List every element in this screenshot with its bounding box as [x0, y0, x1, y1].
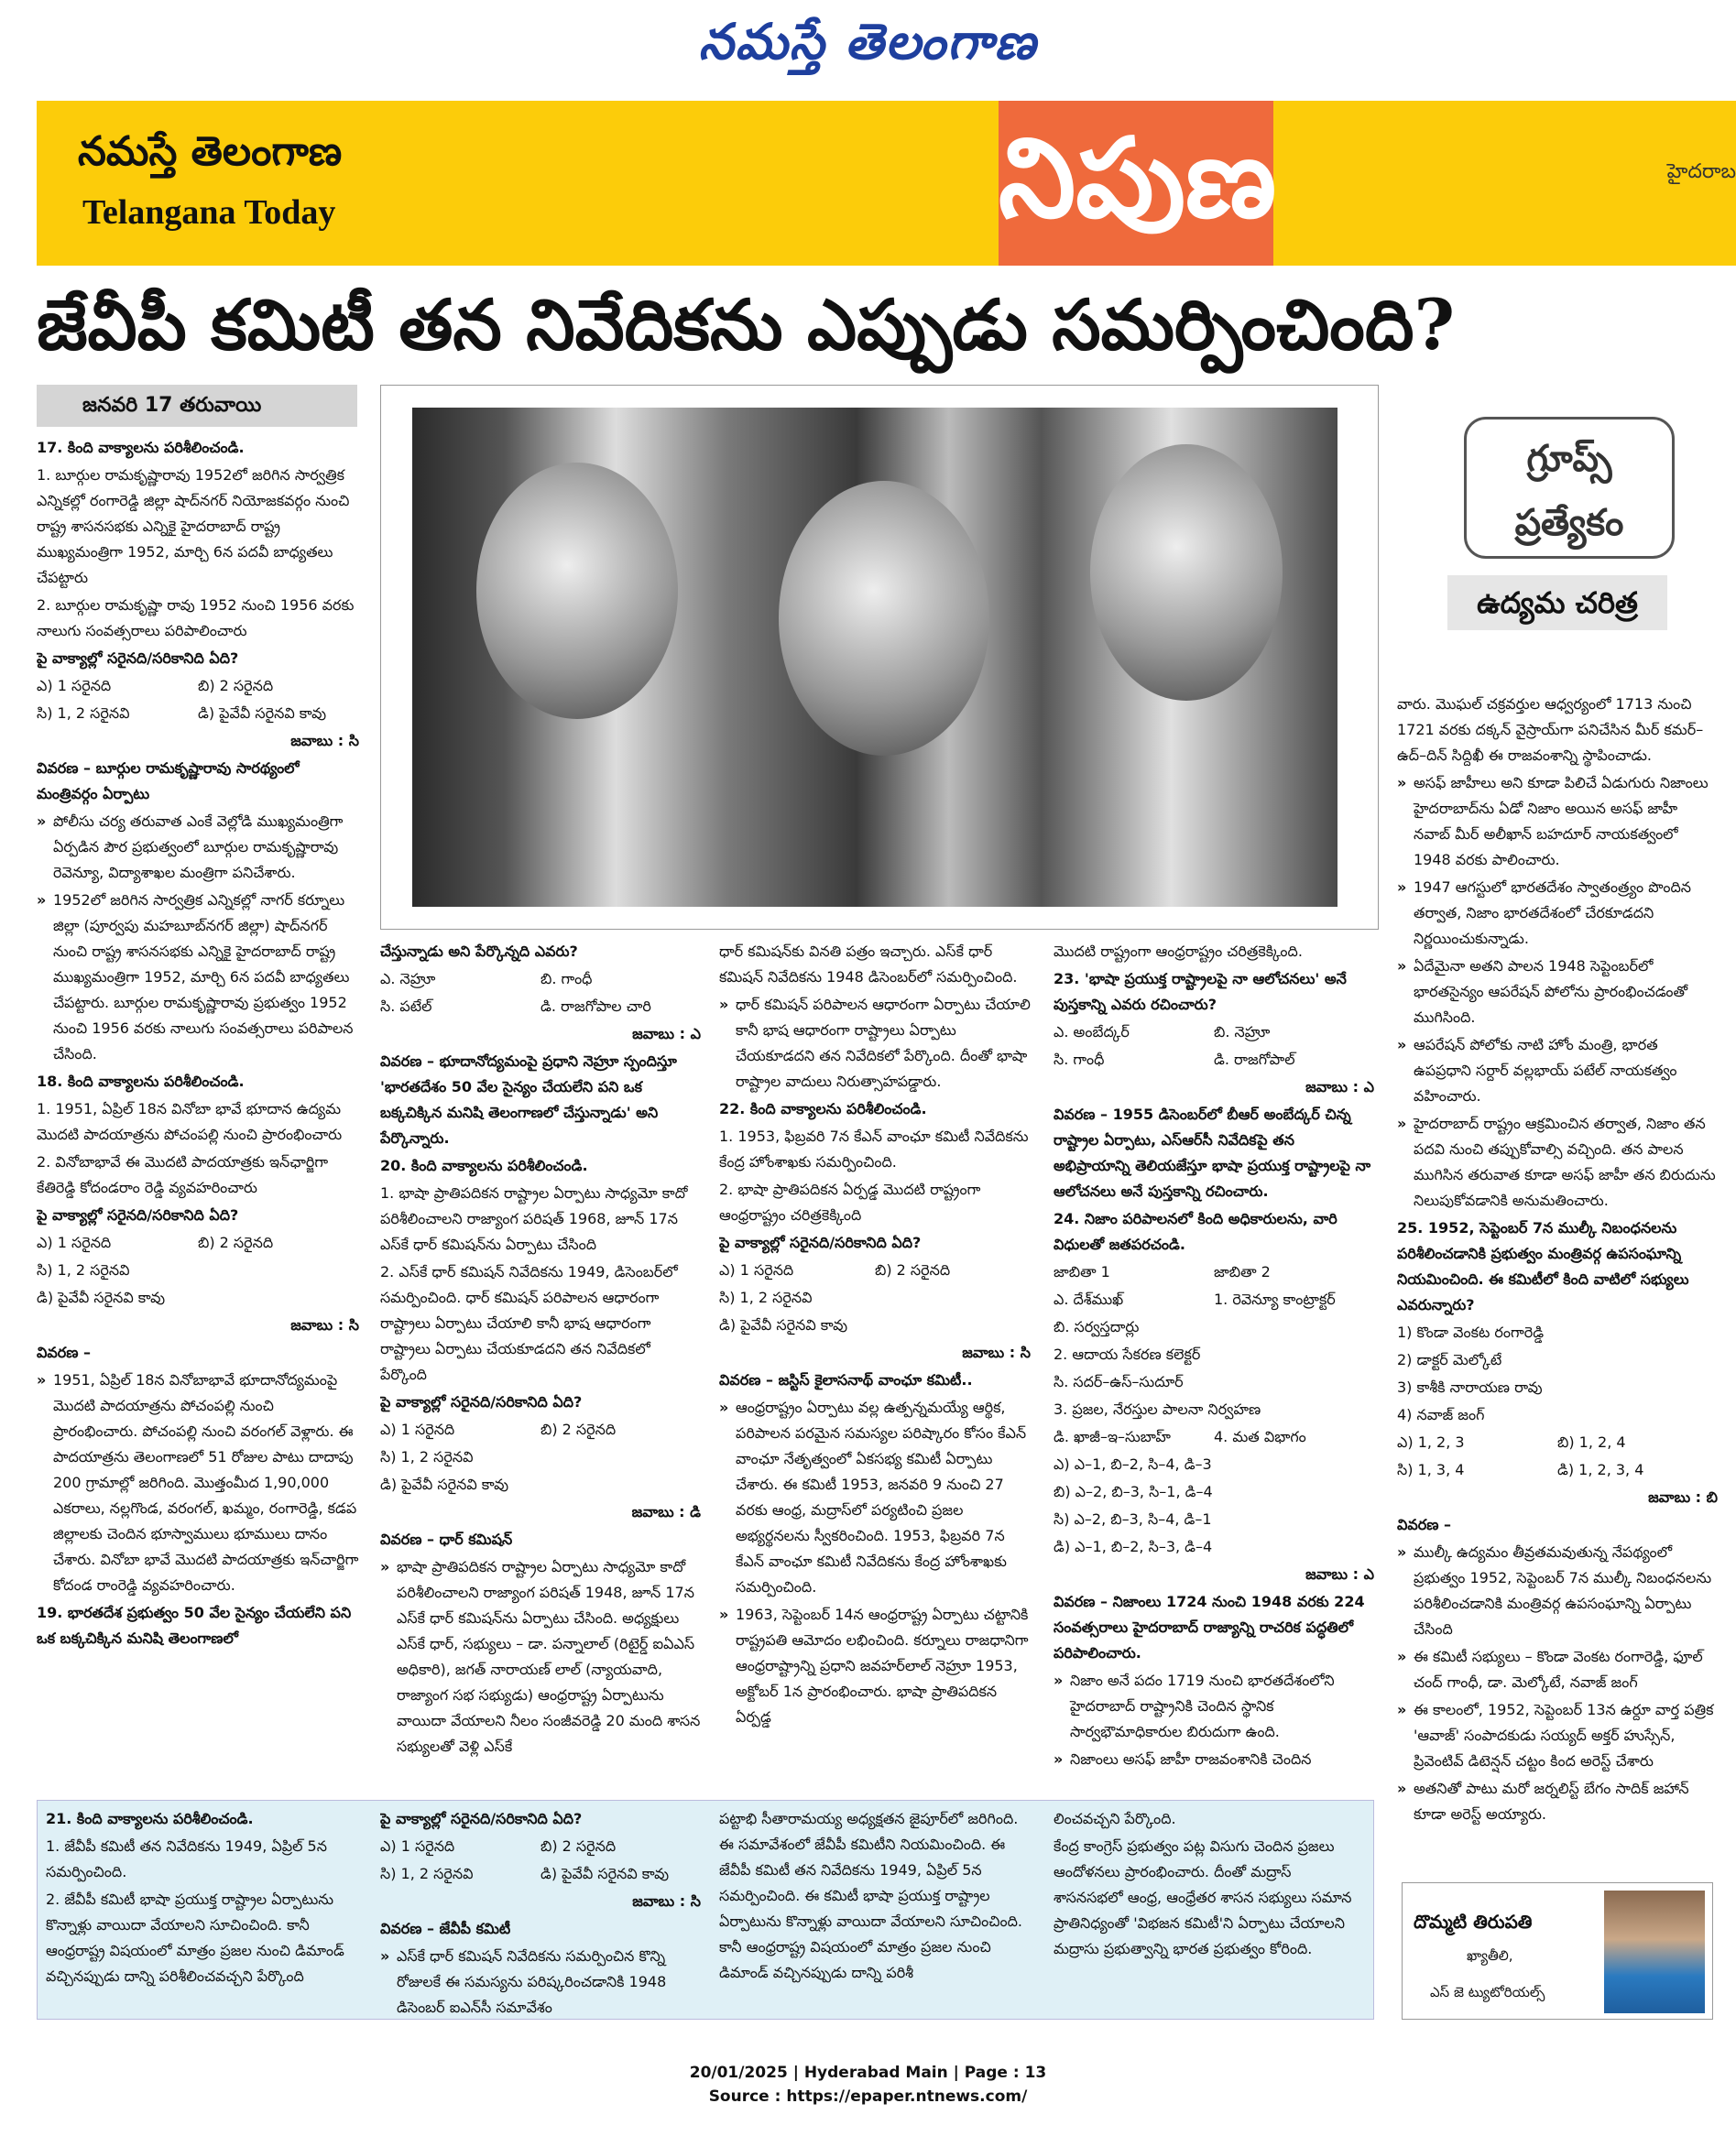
- answer: జవాబు : ఎ: [1305, 1078, 1374, 1095]
- box-column-4: [1054, 1806, 1365, 2015]
- masthead: [0, 0, 1736, 92]
- option: జాబితా 1: [1054, 1263, 1110, 1281]
- option: బి) 2 సరైనది: [540, 1837, 617, 1855]
- answer: జవాబు : ఎ: [1305, 1565, 1374, 1583]
- column-2: [380, 939, 701, 1795]
- option: ఎ. అంబేద్కర్: [1054, 1023, 1130, 1041]
- option-row: [37, 673, 359, 699]
- paragraph: 1. 1953, ఫిబ్రవరి 7న కేఎన్ వాంఛూ కమిటీ నివేదికను కేంద్ర హోంశాఖకు సమర్పించింది.: [719, 1128, 1029, 1171]
- bullet-point: » 1947 ఆగస్టులో భారతదేశం స్వాతంత్ర్యం పొందిన తర్వాత, నిజాం భారతదేశంలో చేరకూడదని నిర్ణయించుకున్నాడు.: [1397, 875, 1718, 952]
- option: ఎ) 1, 2, 3: [1397, 1433, 1465, 1451]
- paragraph: లించవచ్చని పేర్కొంది.: [1054, 1810, 1176, 1827]
- bullet-point: » పోలీసు చర్య తరువాత ఎంకే వెల్లోడి ముఖ్యమంత్రిగా ఏర్పడిన పౌర ప్రభుత్వంలో బూర్గుల రామకృష్ణారావు రెవెన్యూ, విద్యాశాఖల మంత్రిగా పనిచేశారు.: [37, 809, 359, 886]
- paragraph: సి) 1, 2 సరైనవి: [37, 1261, 130, 1279]
- option-row: [1054, 1424, 1374, 1450]
- badge-line2: ప్రత్యేకం: [1514, 501, 1624, 544]
- paragraph: 1. బూర్గుల రామకృష్ణారావు 1952లో జరిగిన సార్వత్రిక ఎన్నికల్లో రంగారెడ్డి జిల్లా షాద్‌నగర్ నియోజకవర్గం నుంచి రాష్ట్ర శాసనసభకు ఎన్నికై హైదరాబాద్ రాష్ట్ర ముఖ్యమంత్రిగా 1952, మార్చి 6న పదవీ బాధ్యతలు చేపట్టారు: [37, 466, 350, 586]
- bullet-point: » ధార్ కమిషన్ పరిపాలన ఆధారంగా ఏర్పాటు చేయాలి కానీ భాష ఆధారంగా రాష్ట్రాలు ఏర్పాటు చేయకూడదని తన నివేదికలో పేర్కొంది. దీంతో భాషా రాష్ట్రాల వాదులు నిరుత్సాహపడ్డారు.: [719, 992, 1031, 1095]
- section-banner: [37, 101, 1736, 266]
- bullet-point: » భాషా ప్రాతిపదికన రాష్ట్రాల ఏర్పాటు సాధ్యమో కాదో పరిశీలించాలని రాజ్యాంగ పరిషత్ 1948, జూన్ 17న ఎస్‌కే ధార్ కమిషన్‌ను ఏర్పాటు చేసింది. అధ్యక్షులు ఎస్‌కే ధార్, సభ్యులు – డా. పన్నాలాల్ (రిటైర్డ్ ఐఏఎస్ అధికారి), జగత్ నారాయణ్ లాల్ (న్యాయవాది, రాజ్యాంగ సభ సభ్యుడు) ఆంధ్రరాష్ట్ర ఏర్పాటును వాయిదా వేయాలని నీలం సంజీవరెడ్డి 20 మంది శాసన సభ్యులతో వెళ్లి ఎస్‌కే: [380, 1554, 701, 1760]
- answer: జవాబు : సి: [290, 1316, 359, 1334]
- option-row: [1054, 1287, 1374, 1313]
- option-row: [1054, 1259, 1374, 1285]
- column-3: [719, 939, 1031, 1795]
- paragraph: 2. భాషా ప్రాతిపదికన ఏర్పడ్డ మొదటి రాష్ట్రంగా ఆంధ్రరాష్ట్రం చరిత్రకెక్కింది: [719, 1181, 981, 1224]
- question: పై వాక్యాల్లో సరైనది/సరికానిది ఏది?: [719, 1234, 922, 1251]
- option: ఎ) 1 సరైనది: [380, 1421, 455, 1438]
- option-row: [380, 1861, 701, 1887]
- explanation-head: వివరణ – జస్టిస్ కైలాసనాథ్ వాంఛూ కమిటీ..: [719, 1371, 973, 1389]
- paragraph: 4) నవాజ్ జంగ్: [1397, 1406, 1485, 1423]
- option: ఎ) 1 సరైనది: [37, 677, 112, 694]
- paragraph: పట్టాభి సీతారామయ్య అధ్యక్షతన జైపూర్‌లో జరిగింది. ఈ సమావేశంలో జేవీపీ కమిటీని నియమించింది. ఈ జేవీపీ కమిటీ తన నివేదికను 1949, ఏప్రిల్ 5న సమర్పించింది. ఈ కమిటీ భాషా ప్రయుక్త రాష్ట్రాల ఏర్పాటును కొన్నాళ్లు వాయిదా వేయాలని సూచించింది. కానీ ఆంధ్రరాష్ట్ర విషయంలో మాత్రం ప్రజల నుంచి డిమాండ్ వచ్చినప్పుడు దాన్ని పరిశీ: [719, 1810, 1023, 1981]
- author-org: ఎస్ జె ట్యుటోరియల్స్: [1430, 1984, 1545, 2000]
- option: డి) పైవేవీ సరైనవి కావు: [198, 704, 327, 722]
- bullet-point: » ఈ కమిటీ సభ్యులు – కొండా వెంకట రంగారెడ్డి, ఫూల్ చంద్ గాంధీ, డా. మెల్కోటే, నవాజ్ జంగ్: [1397, 1644, 1718, 1695]
- paragraph: 1. 1951, ఏప్రిల్ 18న వినోబా భావే భూదాన ఉద్యమ మొదటి పాదయాత్రను పోచంపల్లి నుంచి ప్రారంభించారు: [37, 1100, 343, 1143]
- question: 20. కింది వాక్యాలను పరిశీలించండి.: [380, 1157, 588, 1174]
- question: 17. కింది వాక్యాలను పరిశీలించండి.: [37, 439, 245, 456]
- question: పై వాక్యాల్లో సరైనది/సరికానిది ఏది?: [380, 1393, 583, 1411]
- answer: జవాబు : డి: [631, 1503, 701, 1520]
- option: బి) 2 సరైనది: [875, 1261, 951, 1279]
- author-photo: [1604, 1891, 1705, 2013]
- option: ఎ. నెహ్రూ: [380, 970, 436, 987]
- answer: జవాబు : సి: [632, 1892, 701, 1910]
- paragraph: ఎ) ఎ–1, బి–2, సి–4, డి–3: [1054, 1455, 1212, 1473]
- option-row: [1397, 1457, 1718, 1483]
- paragraph: 3. ప్రజల, నేరస్తుల పాలనా నిర్వహణ: [1054, 1400, 1261, 1418]
- column-5: [1397, 692, 1718, 1882]
- paragraph: డి) పైవేవీ సరైనవి కావు: [380, 1476, 509, 1493]
- question: 18. కింది వాక్యాలను పరిశీలించండి.: [37, 1073, 245, 1090]
- paragraph: డి) ఎ–1, బి–2, సి–3, డి–4: [1054, 1538, 1213, 1555]
- author-location: ఖ్యాతీలి,: [1467, 1947, 1513, 1964]
- explanation-head: వివరణ – బూర్గుల రామకృష్ణారావు సారథ్యంలో మంత్రివర్గం ఏర్పాటు: [37, 759, 300, 802]
- option: 1. రెవెన్యూ కాంట్రాక్టర్: [1214, 1291, 1336, 1308]
- bullet-point: » 1952లో జరిగిన సార్వత్రిక ఎన్నికల్లో నాగర్ కర్నూలు జిల్లా (పూర్వపు మహబూబ్‌నగర్ జిల్లా) షాద్‌నగర్ నుంచి రాష్ట్ర శాసనసభకు ఎన్నికై హైదరాబాద్ రాష్ట్ర ముఖ్యమంత్రిగా 1952, మార్చి 6న పదవీ బాధ్యతలు చేపట్టారు. బూర్గుల రామకృష్ణారావు ప్రభుత్వం 1952 నుంచి 1956 వరకు నాలుగు సంవత్సరాలు పరిపాలన చేసింది.: [37, 888, 359, 1067]
- option: 4. మత విభాగం: [1214, 1428, 1306, 1445]
- paragraph: 2) డాక్టర్ మెల్కోటే: [1397, 1351, 1502, 1368]
- page-footer: [0, 2061, 1736, 2109]
- logo-english: Telangana Today: [82, 193, 336, 232]
- bullet-point: » ఆపరేషన్ పోలోకు నాటి హోం మంత్రి, భారత ఉపప్రధాని సర్దార్ వల్లభాయ్ పటేల్ నాయకత్వం వహించారు.: [1397, 1032, 1718, 1109]
- option: డి. రాజగోపాల్: [1214, 1051, 1295, 1068]
- paragraph: బి) ఎ–2, బి–3, సి–1, డి–4: [1054, 1483, 1213, 1500]
- bullet-point: » అసఫ్ జాహీలు అని కూడా పిలిచే ఏడుగురు నిజాంలు హైదరాబాద్‌ను ఏడో నిజాం అయిన అసఫ్ జాహీ నవాబ్ మీర్ అలీఖాన్ బహదూర్ నాయకత్వంలో 1948 వరకు పాలించారు.: [1397, 770, 1718, 873]
- paragraph: 2. ఆదాయ సేకరణ కలెక్టర్: [1054, 1346, 1201, 1363]
- option: బి) 2 సరైనది: [540, 1421, 617, 1438]
- explanation-head: వివరణ – జేవీపీ కమిటీ: [380, 1920, 511, 1937]
- paragraph: 2. ఎస్‌కే ధార్ కమిషన్ నివేదికను 1949, డిసెంబర్‌లో సమర్పించింది. ధార్ కమిషన్ పరిపాలన ఆధారంగా రాష్ట్రాలు ఏర్పాటు చేయాలి కానీ భాష ఆధారంగా రాష్ట్రాలు ఏర్పాటు చేయకూడదని తన నివేదికలో పేర్కొంది: [380, 1263, 678, 1383]
- question: 25. 1952, సెప్టెంబర్ 7న ముల్కీ నిబంధనలను పరిశీలించడానికి ప్రభుత్వం మంత్రివర్గ ఉపసంఘాన్ని నియమించింది. ఈ కమిటీలో కింది వాటిలో సభ్యులు ఎవరున్నారు?: [1397, 1219, 1689, 1313]
- paragraph: 3) కాశీకి నారాయణ రావు: [1397, 1379, 1543, 1396]
- option: సి. గాంధీ: [1054, 1051, 1105, 1068]
- continuation-tag: జనవరి 17 తరువాయి: [37, 385, 357, 427]
- paragraph: డి) పైవేవీ సరైనవి కావు: [37, 1289, 166, 1306]
- bullet-point: » ముల్కీ ఉద్యమం తీవ్రతమవుతున్న నేపథ్యంలో ప్రభుత్వం 1952, సెప్టెంబర్ 7న ముల్కీ నిబంధనలను పరిశీలించడానికి మంత్రివర్గ ఉపసంఘాన్ని ఏర్పాటు చేసింది: [1397, 1540, 1718, 1642]
- option: బి) 2 సరైనది: [198, 1234, 274, 1251]
- paragraph: సి) ఎ–2, బి–3, సి–4, డి–1: [1054, 1510, 1212, 1528]
- question: 24. నిజాం పరిపాలనలో కింది అధికారులను, వారి విధులతో జతపరచండి.: [1054, 1210, 1337, 1253]
- answer: జవాబు : సి: [962, 1344, 1031, 1361]
- explanation-head: వివరణ – భూదానోద్యమంపై ప్రధాని నెహ్రూ స్పందిస్తూ 'భారతదేశం 50 వేల సైన్యం చేయలేని పని ఒక బక్కచిక్కిన మనిషి తెలంగాణలో చేస్తున్నాడు' అని పేర్కొన్నారు.: [380, 1052, 677, 1147]
- option-row: [1054, 1047, 1374, 1073]
- option-row: [380, 1834, 701, 1859]
- bullet-point: » ఎస్‌కే ధార్ కమిషన్ నివేదికను సమర్పించిన కొన్ని రోజులకే ఈ సమస్యను పరిష్కరించడానికి 1948 డిసెంబర్ ఐఎన్‌సీ సమావేశం: [380, 1944, 701, 2015]
- answer: జవాబు : ఎ: [632, 1025, 701, 1042]
- bullet-point: » అతనితో పాటు మరో జర్నలిస్ట్ బేగం సాదిక్ జహాన్ కూడా అరెస్ట్ అయ్యారు.: [1397, 1776, 1718, 1827]
- option: ఎ) 1 సరైనది: [380, 1837, 455, 1855]
- explanation-head: వివరణ – ధార్ కమిషన్: [380, 1531, 513, 1548]
- explanation-head: వివరణ –: [37, 1344, 92, 1361]
- question: 23. 'భాషా ప్రయుక్త రాష్ట్రాలపై నా ఆలోచనలు' అనే పుస్తకాన్ని ఎవరు రచించారు?: [1054, 970, 1347, 1013]
- question: 22. కింది వాక్యాలను పరిశీలించండి.: [719, 1100, 927, 1117]
- column-4: [1054, 939, 1374, 1795]
- option-row: [380, 1417, 701, 1443]
- bullet-point: » ఈ కాలంలో, 1952, సెప్టెంబర్ 13న ఉర్దూ వార్త పత్రిక 'ఆవాజ్' సంపాదకుడు సయ్యద్ అక్తర్ హుస్సేన్, ప్రివెంటివ్ డిటెన్షన్ చట్టం కింద అరెస్ట్ చేశారు: [1397, 1697, 1718, 1774]
- option: డి) పైవేవీ సరైనవి కావు: [540, 1865, 670, 1882]
- option: సి) 1, 3, 4: [1397, 1461, 1465, 1478]
- option: డి. రాజగోపాల చారి: [540, 997, 651, 1015]
- option: బి. గాంధీ: [540, 970, 593, 987]
- paragraph: 2. బూర్గుల రామకృష్ణా రావు 1952 నుంచి 1956 వరకు నాలుగు సంవత్సరాలు పరిపాలించారు: [37, 596, 355, 639]
- bullet-point: » 1951, ఏప్రిల్ 18న వినోబాభావే భూదానోద్యమంపై మొదటి పాదయాత్రను పోచంపల్లి నుంచి ప్రారంభించారు. పోచంపల్లి నుంచి వరంగల్ వెళ్లారు. ఈ పాదయాత్రను తెలంగాణలో 51 రోజుల పాటు దాదాపు 200 గ్రామాల్లో జరిగింది. మొత్తంమీద 1,90,000 ఎకరాలు, నల్లగొండ, వరంగల్, ఖమ్మం, రంగారెడ్డి, కడప జిల్లాలకు చెందిన భూస్వాములు భూములు దానం చేశారు. వినోబా భావే మొదటి పాదయాత్రకు ఇన్‌చార్జిగా కోదండ రాంరెడ్డి వ్యవహరించారు.: [37, 1368, 359, 1598]
- paragraph: 2. వినోబాభావే ఈ మొదటి పాదయాత్రకు ఇన్‌ఛార్జిగా కేతిరెడ్డి కోదండరాం రెడ్డి వ్యవహరించారు: [37, 1153, 329, 1196]
- option-row: [380, 994, 701, 1019]
- bullet-point: » నిజాం అనే పదం 1719 నుంచి భారతదేశంలోని హైదరాబాద్ రాష్ట్రానికి చెందిన స్థానిక సార్వభౌమాధికారుల బిరుదుగా ఉంది.: [1054, 1668, 1374, 1745]
- paragraph: డి) పైవేవీ సరైనవి కావు: [719, 1316, 848, 1334]
- groups-special-badge: [1464, 417, 1675, 559]
- paragraph: కేంద్ర కాంగ్రెస్ ప్రభుత్వం పట్ల విసుగు చెందిన ప్రజలు ఆందోళనలు ప్రారంభించారు. దీంతో మద్రాస్ శాసనసభలో ఆంధ్ర, ఆంధ్రేతర శాసన సభ్యులు సమాన ప్రాతినిధ్యంతో 'విభజన కమిటీ'ని ఏర్పాటు చేయాలని మద్రాసు ప్రభుత్వాన్ని భారత ప్రభుత్వం కోరింది.: [1054, 1837, 1352, 1957]
- option: జాబితా 2: [1214, 1263, 1271, 1281]
- option-row: [37, 701, 359, 726]
- paragraph: సి) 1, 2 సరైనవి: [719, 1289, 813, 1306]
- option: బి) 1, 2, 4: [1557, 1433, 1626, 1451]
- option: సి. పటేల్: [380, 997, 432, 1015]
- question: పై వాక్యాల్లో సరైనది/సరికానిది ఏది?: [380, 1810, 583, 1827]
- bullet-point: » నిజాంలు అసఫ్ జాహీ రాజవంశానికి చెందిన: [1054, 1747, 1374, 1772]
- option-row: [1397, 1430, 1718, 1455]
- headline: జేవీపీ కమిటీ తన నివేదికను ఎప్పుడు సమర్పించింది?: [37, 284, 1456, 365]
- badge-line1: గ్రూప్స్: [1526, 437, 1612, 480]
- bullet-point: » ఆంధ్రరాష్ట్రం ఏర్పాటు వల్ల ఉత్పన్నమయ్యే ఆర్థిక, పరిపాలన పరమైన సమస్యల పరిష్కారం కోసం కేఎన్ వాంఛూ నేతృత్వంలో ఏకసభ్య కమిటీ ఏర్పాటు చేశారు. ఈ కమిటీ 1953, జనవరి 9 నుంచి 27 వరకు ఆంధ్ర, మద్రాస్‌లో పర్యటించి ప్రజల అభ్యర్థనలను స్వీకరించింది. 1953, ఫిబ్రవరి 7న కేఎన్ వాంఛూ కమిటీ నివేదికను కేంద్ర హోంశాఖకు సమర్పించింది.: [719, 1395, 1031, 1600]
- paragraph: 1. జేవీపీ కమిటీ తన నివేదికను 1949, ఏప్రిల్ 5న సమర్పించింది.: [46, 1837, 327, 1880]
- paragraph: 1. భాషా ప్రాతిపదికన రాష్ట్రాల ఏర్పాటు సాధ్యమో కాదో పరిశీలించాలని రాజ్యాంగ పరిషత్ 1968, జూన్ 17న ఎస్‌కే ధార్ కమిషన్‌ను ఏర్పాటు చేసింది: [380, 1184, 688, 1253]
- option: ఎ) 1 సరైనది: [37, 1234, 112, 1251]
- masthead-brand: నమస్తే తెలంగాణ: [698, 12, 1038, 71]
- logo-telugu: నమస్తే తెలంగాణ: [78, 128, 343, 175]
- question: పై వాక్యాల్లో సరైనది/సరికానిది ఏది?: [37, 1206, 239, 1224]
- leaders-photo: [412, 408, 1337, 907]
- footer-source[interactable]: Source : https://epaper.ntnews.com/: [708, 2087, 1028, 2106]
- option: డి. ఖాజీ–ఇ–సుబాహ్: [1054, 1428, 1171, 1445]
- paragraph: బి. సర్వస్తదార్లు: [1054, 1318, 1140, 1335]
- option: బి) 2 సరైనది: [198, 677, 274, 694]
- paragraph: 1) కొండా వెంకట రంగారెడ్డి: [1397, 1324, 1545, 1341]
- answer: జవాబు : బి: [1648, 1488, 1718, 1506]
- option: డి) 1, 2, 3, 4: [1557, 1461, 1644, 1478]
- option: ఎ) 1 సరైనది: [719, 1261, 794, 1279]
- option-row: [380, 966, 701, 992]
- box-column-1: [46, 1806, 362, 2015]
- option: సి) 1, 2 సరైనవి: [37, 704, 130, 722]
- option: ఎ. దేశ్‌ముఖ్: [1054, 1291, 1124, 1308]
- question: పై వాక్యాల్లో సరైనది/సరికానిది ఏది?: [37, 649, 239, 667]
- explanation-head: వివరణ – 1955 డిసెంబర్‌లో బీఆర్ అంబేద్కర్ చిన్న రాష్ట్రాల ఏర్పాటు, ఎస్ఆర్‌సీ నివేదికపై తన అభిప్రాయాన్ని తెలియజేస్తూ భాషా ప్రయుక్త రాష్ట్రాలపై నా ఆలోచనలు అనే పుస్తకాన్ని రచించారు.: [1054, 1106, 1371, 1200]
- bullet-point: » ఏదేమైనా అతని పాలన 1948 సెప్టెంబర్‌లో భారతసైన్యం ఆపరేషన్ పోలోను ప్రారంభించడంతో ముగిసింది.: [1397, 954, 1718, 1030]
- explanation-head: వివరణ – నిజాంలు 1724 నుంచి 1948 వరకు 224 సంవత్సరాలు హైదరాబాద్ రాజ్యాన్ని రాచరిక పద్ధతిలో పరిపాలించారు.: [1054, 1593, 1365, 1662]
- option: సి) 1, 2 సరైనవి: [380, 1865, 474, 1882]
- section-title: నిపుణ: [999, 101, 1273, 266]
- question: 21. కింది వాక్యాలను పరిశీలించండి.: [46, 1810, 254, 1827]
- option: బి. నెహ్రూ: [1214, 1023, 1271, 1041]
- option-row: [37, 1230, 359, 1256]
- paragraph: సి. సదర్–ఉస్–సుదూర్: [1054, 1373, 1184, 1390]
- box-column-2: [380, 1806, 701, 2015]
- option-row: [1054, 1019, 1374, 1045]
- box-column-3: [719, 1806, 1031, 2015]
- option-row: [719, 1258, 1031, 1283]
- bullet-point: » 1963, సెప్టెంబర్ 14న ఆంధ్రరాష్ట్ర ఏర్పాటు చట్టానికి రాష్ట్రపతి ఆమోదం లభించింది. కర్నూలు రాజధానిగా ఆంధ్రరాష్ట్రాన్ని ప్రధాని జవహర్‌లాల్ నెహ్రూ 1953, అక్టోబర్ 1న ప్రారంభించారు. భాషా ప్రాతిపదికన ఏర్పడ్డ: [719, 1602, 1031, 1730]
- subject-label: ఉద్యమ చరిత్ర: [1447, 575, 1667, 630]
- author-name: దొమ్మటి తిరుపతి: [1414, 1911, 1533, 1933]
- city-label: హైదరాబ: [1666, 160, 1736, 183]
- author-box: [1402, 1882, 1713, 2020]
- paragraph: ధార్ కమిషన్‌కు వినతి పత్రం ఇచ్చారు. ఎస్‌కే ధార్ కమిషన్ నివేదికను 1948 డిసెంబర్‌లో సమర్పించింది.: [719, 943, 1018, 986]
- column-1: [37, 435, 359, 1795]
- question: 19. భారతదేశ ప్రభుత్వం 50 వేల సైన్యం చేయలేని పని ఒక బక్కచిక్కిన మనిషి తెలంగాణలో: [37, 1604, 352, 1647]
- explanation-head: వివరణ –: [1397, 1516, 1452, 1533]
- paragraph: సి) 1, 2 సరైనవి: [380, 1448, 474, 1466]
- paragraph: 2. జేవీపీ కమిటీ భాషా ప్రయుక్త రాష్ట్రాల ఏర్పాటును కొన్నాళ్లు వాయిదా వేయాలని సూచించింది. కానీ ఆంధ్రరాష్ట్ర విషయంలో మాత్రం ప్రజల నుంచి డిమాండ్ వచ్చినప్పుడు దాన్ని పరిశీలించవచ్చని పేర్కొంది: [46, 1891, 344, 1985]
- paragraph: వారు. మొఘల్ చక్రవర్తుల ఆధ్వర్యంలో 1713 నుంచి 1721 వరకు దక్కన్ వైస్రాయ్‌గా పనిచేసిన మీర్ కమర్–ఉద్–దిన్ సిద్దిఖీ ఈ రాజవంశాన్ని స్థాపించాడు.: [1397, 695, 1704, 764]
- footer-date: 20/01/2025 | Hyderabad Main | Page : 13: [689, 2064, 1047, 2082]
- answer: జవాబు : సి: [290, 732, 359, 749]
- bullet-point: » హైదరాబాద్ రాష్ట్రం ఆక్రమించిన తర్వాత, నిజాం తన పదవి నుంచి తప్పుకోవాల్సి వచ్చింది. తన పాలన ముగిసిన తరువాత కూడా అసఫ్ జాహీ తన బిరుదును నిలుపుకోవడానికి అనుమతించారు.: [1397, 1111, 1718, 1214]
- paragraph: మొదటి రాష్ట్రంగా ఆంధ్రరాష్ట్రం చరిత్రకెక్కింది.: [1054, 943, 1303, 960]
- question: చేస్తున్నాడు అని పేర్కొన్నది ఎవరు?: [380, 943, 578, 960]
